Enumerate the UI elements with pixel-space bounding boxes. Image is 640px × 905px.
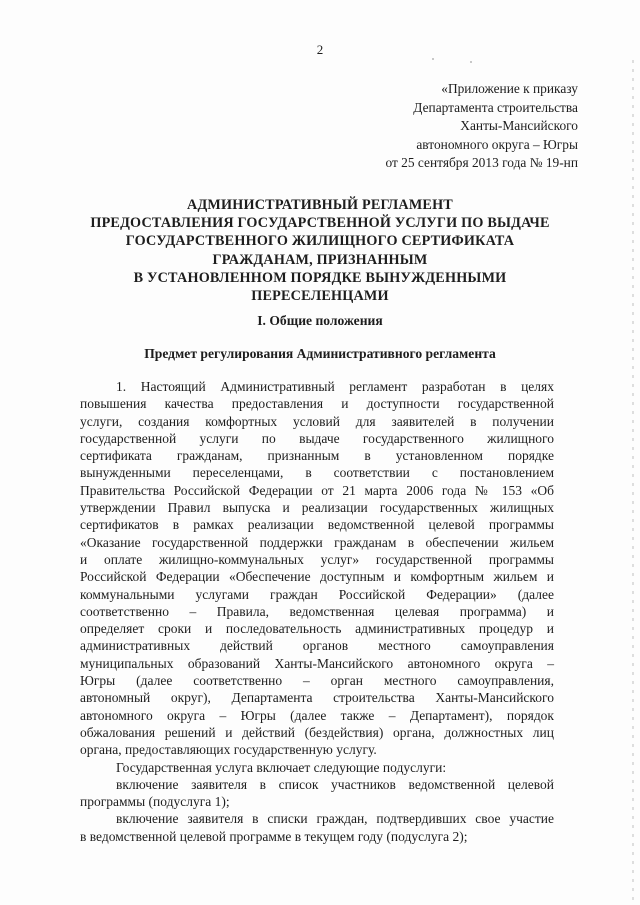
body-line: соответственно – Правила, ведомственная целевая программа) и bbox=[80, 603, 554, 619]
body-line: муниципальных образований Ханты-Мансийского автономного округа – bbox=[80, 655, 554, 671]
title-line: АДМИНИСТРАТИВНЫЙ РЕГЛАМЕНТ bbox=[187, 197, 453, 213]
body-line: и оплате жилищно-коммунальных услуг» государственной программы bbox=[80, 551, 554, 567]
body-line: вынужденными переселенцами, в соответствии с постановлением bbox=[80, 465, 554, 481]
body-line: сертификатов в рамках реализации ведомственной целевой программы bbox=[80, 517, 554, 533]
body-line: 1. Настоящий Административный регламент разработан в целях bbox=[116, 379, 554, 394]
body-line: сертификата гражданам, признанным в установленном порядке bbox=[80, 448, 554, 464]
appendix-line: «Приложение к приказу bbox=[441, 81, 578, 96]
body-line: Правительства Российской Федерации от 21 марта 2006 года № 153 «Об bbox=[80, 482, 554, 498]
body-line: в ведомственной целевой программе в текущем году (подуслуга 2); bbox=[80, 828, 468, 844]
appendix-reference bbox=[278, 80, 578, 173]
body-line: программы (подуслуга 1); bbox=[80, 794, 230, 810]
body-line: повышения качества предоставления и доступности государственной bbox=[80, 396, 554, 412]
section-heading: I. Общие положения bbox=[257, 313, 383, 328]
subject-heading: Предмет регулирования Административного регламента bbox=[144, 346, 496, 361]
title-line: ПЕРЕСЕЛЕНЦАМИ bbox=[251, 288, 389, 305]
appendix-line: от 25 сентября 2013 года № 19-нп bbox=[385, 155, 578, 171]
scan-speck bbox=[432, 58, 434, 60]
page-number: 2 bbox=[316, 42, 324, 57]
appendix-line: Департамента строительства bbox=[413, 99, 578, 115]
body-line: автономного округа – Югры (далее также – Департамент), порядок bbox=[80, 707, 554, 723]
body-line: включение заявителя в список участников ведомственной целевой bbox=[116, 776, 554, 792]
title-line: ГРАЖДАНАМ, ПРИЗНАННЫМ bbox=[212, 251, 428, 268]
body-line: Государственная услуга включает следующие подуслуги: bbox=[116, 759, 447, 775]
scan-edge-mark bbox=[632, 60, 634, 900]
body-line: определяет сроки и последовательность административных процедур и bbox=[80, 621, 554, 637]
body-line: автономный округ), Департамента строительства Ханты-Мансийского bbox=[80, 690, 554, 706]
body-line: коммунальными услугами граждан Российской Федерации» (далее bbox=[80, 586, 554, 602]
body-line: административных действий органов местного самоуправления bbox=[80, 638, 554, 654]
body-line: обжалования решений и действий (бездействия) органа, должностных лиц bbox=[80, 724, 554, 740]
document-title bbox=[60, 196, 580, 305]
body-text bbox=[80, 378, 554, 845]
body-line: Югры (далее соответственно – орган местного самоуправления, bbox=[80, 673, 554, 689]
body-line: органа, предоставляющих государственную услугу. bbox=[80, 742, 377, 758]
scan-speck bbox=[470, 61, 472, 63]
body-line: Российской Федерации «Обеспечение доступным и комфортным жильем и bbox=[80, 569, 554, 585]
body-line: государственной услуги по выдаче государственного жилищного bbox=[80, 430, 554, 446]
body-line: «Оказание государственной поддержки гражданам в обеспечении жильем bbox=[80, 534, 554, 550]
appendix-line: автономного округа – Югры bbox=[416, 136, 578, 152]
body-line: включение заявителя в списки граждан, подтвердивших свое участие bbox=[116, 811, 554, 827]
title-line: ПРЕДОСТАВЛЕНИЯ ГОСУДАРСТВЕННОЙ УСЛУГИ ПО ВЫДАЧЕ bbox=[90, 215, 550, 232]
title-line: В УСТАНОВЛЕННОМ ПОРЯДКЕ ВЫНУЖДЕННЫМИ bbox=[133, 269, 507, 286]
title-line: ГОСУДАРСТВЕННОГО ЖИЛИЩНОГО СЕРТИФИКАТА bbox=[125, 233, 515, 250]
appendix-line: Ханты-Мансийского bbox=[460, 118, 578, 134]
body-line: услуги, создания комфортных условий для заявителей в получении bbox=[80, 413, 554, 429]
body-line: утверждении Правил выпуска и реализации государственных жилищных bbox=[80, 500, 554, 516]
